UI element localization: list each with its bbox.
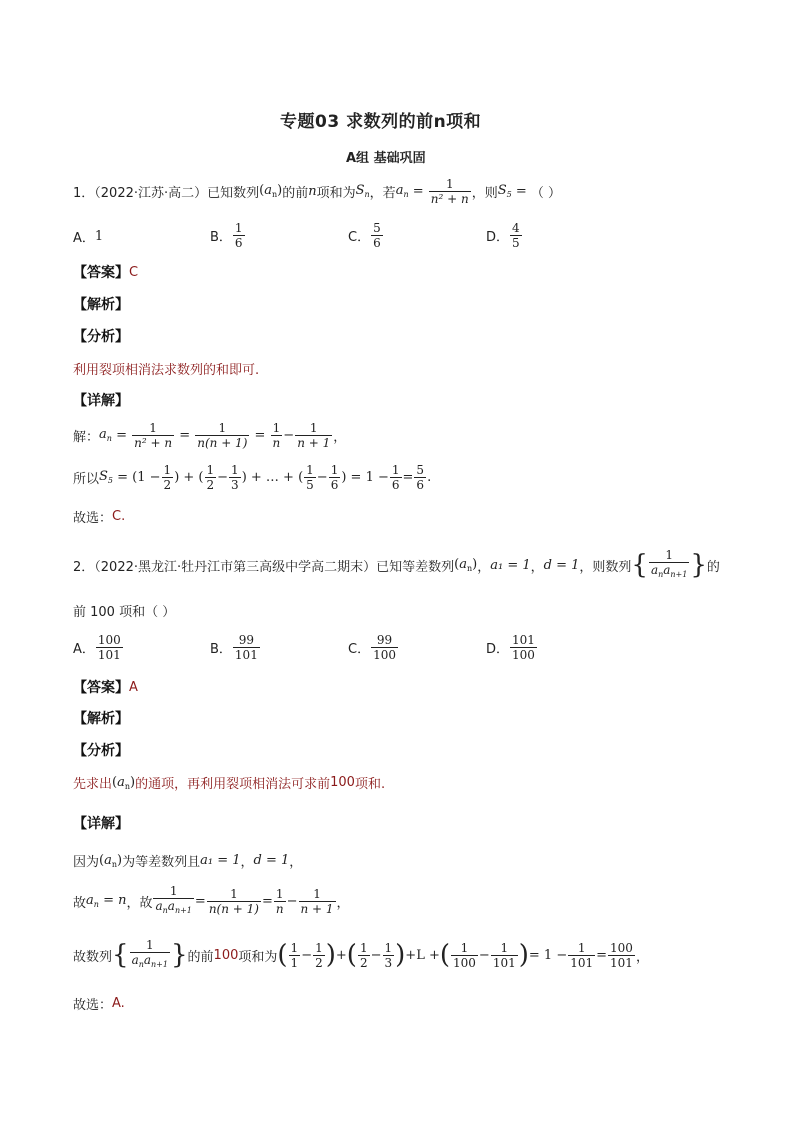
- q1-jiexi-label: 【解析】: [73, 297, 129, 313]
- q2-detail-line3: 故数列 { $\frac{1}{a_na_{n+1}}$ } 的前 100 项和为 ( $\frac{1}{1}$ − $\frac{1}{2}$ ) + ( $\frac{1}{2}$ − $\frac{1}{3}$ ) +L + ( $\frac{1}{100}$ − $\frac{1}{101}$ ) = 1 − $\frac{1}{101}$ = $\frac{100}{101}$ ，: [73, 938, 649, 970]
- q2-option-d: D． $\frac{101}{100}$: [486, 632, 535, 662]
- q2-detail-line1: 因为 $(a_n)$ 为等差数列且 a₁ = 1 ， d = 1 ，: [73, 852, 303, 870]
- q2-answer: 【答案】 A: [73, 679, 138, 696]
- q2-stem: 2．（2022·黑龙江·牡丹江市第三高级中学高二期末）已知等差数列 $(a_n)$ ， a₁ = 1 ， d = 1 ，则数列 { $\frac{1}{a_na_{n+1}}$ } 的: [73, 548, 720, 580]
- q1-analysis: 利用裂项相消法求数列的和即可.: [73, 363, 260, 378]
- q2-jiexi-label: 【解析】: [73, 711, 129, 727]
- q1-stem: 1．（2022·江苏·高二）已知数列 $(a_n)$ 的前 n 项和为 $S_n$ ，若 $a_n$ = $\frac{1}{\text{n² + n}}$ ，则 $S_5$ = （ ）: [73, 176, 562, 206]
- page-title: 专题03 求数列的前n项和: [280, 112, 482, 132]
- q2-option-c: C． $\frac{99}{100}$: [348, 632, 396, 662]
- q2-analysis: 先求出 $(a_n)$ 的通项，再利用裂项相消法可求前 100 项和.: [73, 774, 386, 792]
- q1-choice: 故选： C.: [73, 509, 126, 526]
- q1-solution-line1: 解： $a_n$ = $\frac{1}{\text{n² + n}}$ = $\frac{1}{n(n + 1)}$ = $\frac{1}{n}$ − $\frac{1}{n + 1}$ ，: [73, 420, 347, 450]
- q2-option-a: A． $\frac{100}{101}$: [73, 632, 121, 662]
- group-heading: A组 基础巩固: [346, 151, 426, 166]
- q1-solution-line2: 所以 $S_5$ = (1 − $\frac{1}{2}$ ) + ( $\frac{1}{2}$ − $\frac{1}{3}$ ) + … + ( $\frac{1}{5}$ − $\frac{1}{6}$ ) = 1 − $\frac{1}{6}$ = $\frac{5}{6}$ .: [73, 462, 432, 492]
- q1-option-c: C． $\frac{5}{6}$: [348, 220, 381, 250]
- q2-choice: 故选： A.: [73, 996, 125, 1013]
- q1-answer: 【答案】 C: [73, 264, 139, 281]
- q1-xiangjie-label: 【详解】: [73, 393, 129, 409]
- q1-option-b: B． $\frac{1}{6}$: [210, 220, 243, 250]
- q2-option-b: B． $\frac{99}{101}$: [210, 632, 258, 662]
- q1-option-d: D． $\frac{4}{5}$: [486, 220, 520, 250]
- q2-xiangjie-label: 【详解】: [73, 816, 129, 832]
- q2-detail-line2: 故 $a_n = n$ ，故 $\frac{1}{a_na_{n+1}}$ = $\frac{1}{n(n + 1)}$ = $\frac{1}{n}$ − $\frac{1}{n + 1}$ ，: [73, 884, 350, 918]
- q1-option-a: A． 1: [73, 228, 104, 246]
- q2-fenxi-label: 【分析】: [73, 743, 129, 759]
- q1-fenxi-label: 【分析】: [73, 329, 129, 345]
- q2-stem-line2: 前 100 项和（ ）: [73, 605, 176, 620]
